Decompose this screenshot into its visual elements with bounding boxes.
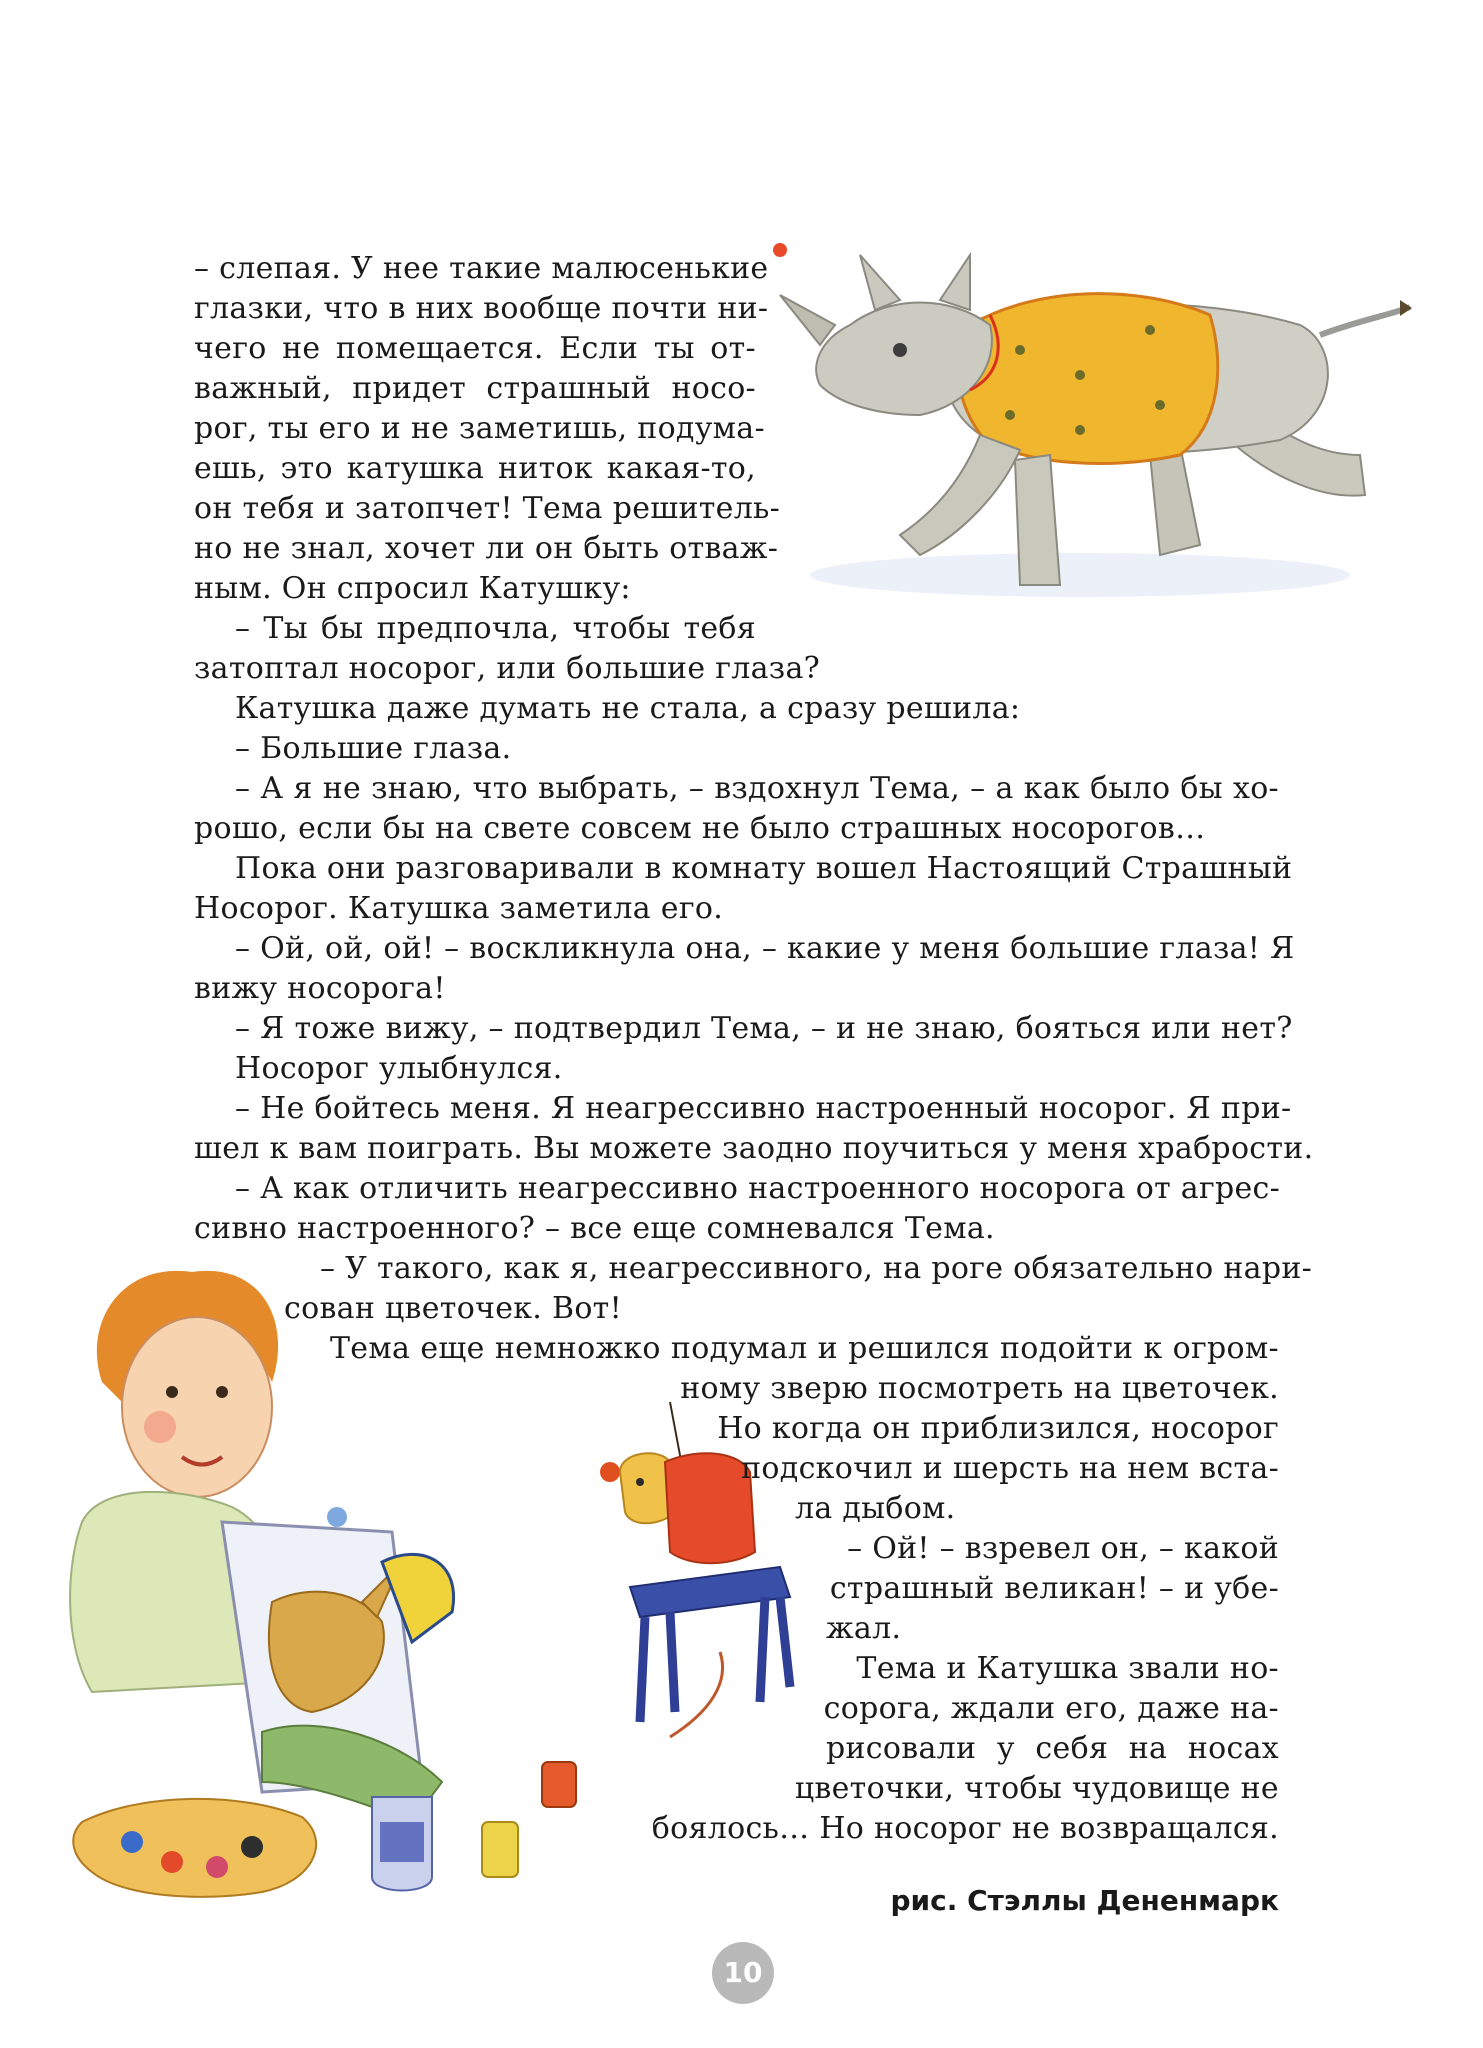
- story-line: ла дыбом.: [795, 1491, 956, 1526]
- story-line: ешь, это катушка ниток какая-то,: [194, 451, 756, 486]
- story-line: рог, ты его и не заметишь, подума-: [194, 411, 765, 446]
- story-line: цветочки, чтобы чудовище не: [794, 1771, 1279, 1806]
- story-line: Тема еще немножко подумал и решился подойти к огром-: [330, 1331, 1279, 1366]
- story-line: важный, придет страшный носо-: [194, 371, 756, 406]
- story-line: рисовали у себя на носах: [826, 1731, 1279, 1766]
- story-line: страшный великан! – и убе-: [829, 1571, 1279, 1606]
- story-line: подскочил и шерсть на нем вста-: [741, 1451, 1279, 1486]
- story-line: он тебя и затопчет! Тема решитель-: [194, 491, 781, 526]
- story-line: Тема и Катушка звали но-: [856, 1651, 1279, 1686]
- rhino-illustration: [780, 255, 1410, 625]
- story-line: но не знал, хочет ли он быть отваж-: [194, 531, 779, 566]
- story-line: – Большие глаза.: [235, 731, 512, 766]
- story-line: шел к вам поиграть. Вы можете заодно поучиться у меня храбрости.: [194, 1131, 1314, 1166]
- story-line: – Ой! – взревел он, – какой: [847, 1531, 1279, 1566]
- story-line: – А я не знаю, что выбрать, – вздохнул Тема, – а как было бы хо-: [235, 771, 1279, 806]
- story-line: боялось… Но носорог не возвращался.: [651, 1811, 1279, 1846]
- story-line: Катушка даже думать не стала, а сразу решила:: [235, 691, 1021, 726]
- story-line: жал.: [826, 1611, 902, 1646]
- story-line: Носорог улыбнулся.: [235, 1051, 563, 1086]
- story-line: затоптал носорог, или большие глаза?: [194, 651, 821, 686]
- story-line: – Не бойтесь меня. Я неагрессивно настроенный носорог. Я при-: [235, 1091, 1292, 1126]
- story-line: – У такого, как я, неагрессивного, на роге обязательно нари-: [320, 1251, 1313, 1286]
- story-line: ным. Он спросил Катушку:: [194, 571, 631, 606]
- story-line: – слепая. У нее такие малюсенькие: [194, 251, 769, 286]
- story-line: – Ой, ой, ой! – воскликнула она, – какие у меня большие глаза! Я: [235, 931, 1295, 966]
- story-line: – Ты бы предпочла, чтобы тебя: [235, 611, 756, 646]
- story-line: – Я тоже вижу, – подтвердил Тема, – и не знаю, бояться или нет?: [235, 1011, 1293, 1046]
- story-line: – А как отличить неагрессивно настроенного носорога от агрес-: [235, 1171, 1281, 1206]
- story-line: сорога, ждали его, даже на-: [823, 1691, 1279, 1726]
- story-line: сивно настроенного? – все еще сомневался Тема.: [194, 1211, 995, 1246]
- story-line: рошо, если бы на свете совсем не было страшных носорогов…: [194, 811, 1206, 846]
- illustration-credit: рис. Стэллы Дененмарк: [890, 1884, 1279, 1917]
- story-line: сован цветочек. Вот!: [284, 1291, 622, 1326]
- story-line: Но когда он приблизился, носорог: [717, 1411, 1279, 1446]
- story-line: Носорог. Катушка заметила его.: [194, 891, 724, 926]
- story-line: вижу носорога!: [194, 971, 446, 1006]
- page-number: 10: [712, 1942, 774, 2004]
- story-line: ному зверю посмотреть на цветочек.: [680, 1371, 1279, 1406]
- story-line: чего не помещается. Если ты от-: [194, 331, 756, 366]
- story-line: глазки, что в них вообще почти ни-: [194, 291, 769, 326]
- story-line: Пока они разговаривали в комнату вошел Настоящий Страшный: [235, 851, 1293, 886]
